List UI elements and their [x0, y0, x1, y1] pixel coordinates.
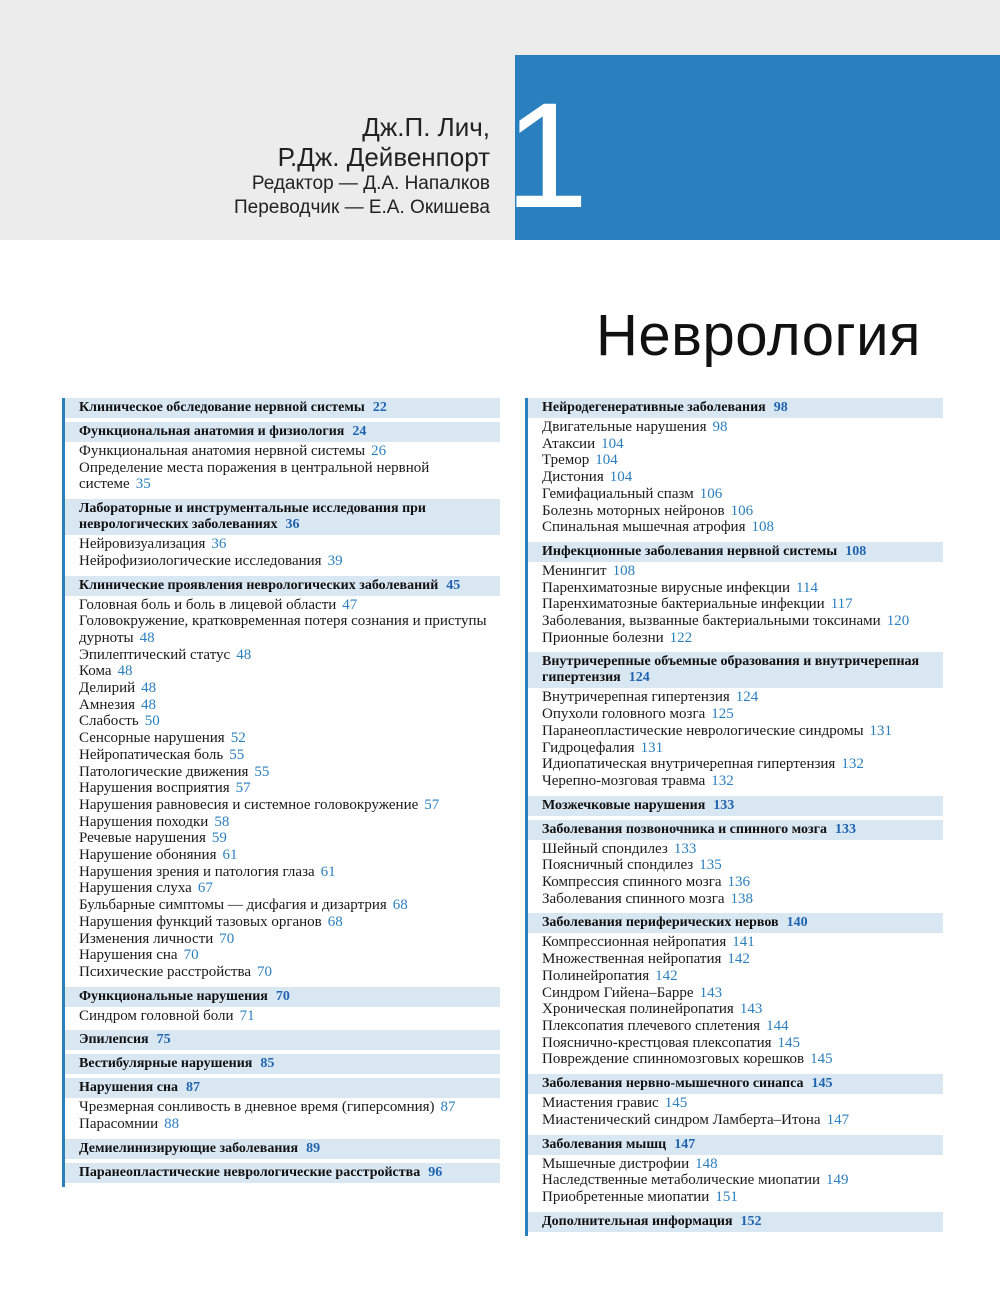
- toc-item[interactable]: [542, 773, 943, 790]
- toc-item-page: 70: [257, 963, 272, 980]
- toc-item[interactable]: [542, 503, 943, 520]
- toc-items: [528, 1155, 943, 1208]
- toc-item[interactable]: [79, 697, 500, 714]
- toc-item[interactable]: [542, 1051, 943, 1068]
- toc-section-heading[interactable]: [528, 652, 943, 688]
- toc-item-page: 117: [830, 596, 853, 613]
- toc-items: [528, 562, 943, 649]
- toc-item-text: Нарушения сна: [79, 947, 178, 964]
- toc-section: [65, 1054, 500, 1074]
- toc-section-title: Нарушения сна: [79, 1080, 179, 1096]
- toc-section-title: Дополнительная информация: [542, 1213, 733, 1229]
- toc-item-page: 47: [342, 596, 358, 613]
- toc-item-page: 135: [699, 857, 722, 874]
- toc-item[interactable]: [79, 443, 500, 460]
- toc-section-page: 45: [446, 577, 461, 593]
- toc-item-text: Заболевания, вызванные бактериальными токсинами: [542, 613, 881, 630]
- toc-item[interactable]: [542, 723, 943, 740]
- toc-item[interactable]: [542, 1156, 943, 1173]
- toc-section-heading[interactable]: [65, 987, 500, 1007]
- toc-item[interactable]: [542, 469, 943, 486]
- toc-section-title: Нейродегенеративные заболевания: [542, 400, 766, 415]
- toc-item-page: 132: [711, 772, 734, 789]
- toc-item[interactable]: [79, 880, 500, 897]
- toc-item-text: Паренхиматозные бактериальные инфекции: [542, 596, 825, 613]
- toc-item-text: Множественная нейропатия: [542, 951, 722, 968]
- toc-item[interactable]: [79, 914, 500, 931]
- toc-item[interactable]: [79, 797, 500, 814]
- toc-section: [528, 542, 943, 649]
- toc-item-text: Паренхиматозные вирусные инфекции: [542, 579, 791, 596]
- toc-item-text: Мышечные дистрофии: [542, 1155, 690, 1172]
- chapter-number: 1: [505, 71, 589, 239]
- toc-item[interactable]: [79, 1008, 500, 1025]
- toc-item[interactable]: [79, 964, 500, 981]
- toc-item[interactable]: [542, 968, 943, 985]
- toc-item-page: 108: [751, 519, 774, 536]
- toc-section-title: Внутричерепные объемные образования и внутричерепная гипертензия: [542, 654, 920, 686]
- toc-item-page: 87: [440, 1099, 456, 1116]
- editor: Редактор — Д.А. Напалков: [251, 173, 490, 194]
- toc-item-page: 104: [601, 435, 624, 452]
- authors-block: [234, 112, 490, 220]
- toc-section-page: 133: [713, 797, 735, 813]
- toc-item[interactable]: [542, 951, 943, 968]
- toc-section: [65, 987, 500, 1027]
- toc-item-text: Идиопатическая внутричерепная гипертензия: [542, 756, 836, 773]
- toc-item-page: 142: [655, 967, 678, 984]
- toc-section-title: Мозжечковые нарушения: [542, 797, 706, 813]
- toc-section-page: 89: [306, 1140, 321, 1156]
- toc-section: [65, 398, 500, 418]
- toc-item-text: Эпилептический статус: [79, 646, 231, 663]
- toc-section: [65, 1139, 500, 1159]
- toc-section-title: Клиническое обследование нервной системы: [79, 400, 365, 415]
- toc-item-text: Чрезмерная сонливость в дневное время (гиперсомния): [79, 1099, 435, 1116]
- toc-item[interactable]: [79, 1099, 500, 1116]
- toc-item-page: 68: [327, 913, 343, 930]
- toc-item-page: 143: [739, 1001, 763, 1018]
- toc-section-heading[interactable]: [65, 1163, 500, 1183]
- toc-item-page: 39: [327, 552, 343, 569]
- toc-item[interactable]: [79, 1116, 500, 1133]
- toc-item-page: 148: [695, 1155, 718, 1172]
- toc-section-page: 152: [740, 1213, 762, 1229]
- toc-item-text: Повреждение спинномозговых корешков: [542, 1051, 805, 1068]
- toc-item-text: Изменения личности: [79, 930, 214, 947]
- toc-item-text: Атаксии: [542, 435, 596, 452]
- toc-items: [65, 1098, 500, 1134]
- toc-item-text: Поясничный спондилез: [542, 857, 694, 874]
- toc-item-text: Делирий: [79, 680, 136, 697]
- toc-section-page: 36: [285, 517, 300, 533]
- toc-item-text: Миастенический синдром Ламберта–Итона: [542, 1111, 821, 1128]
- toc-item-page: 145: [777, 1034, 800, 1051]
- toc-section: [65, 499, 500, 571]
- toc-item[interactable]: [79, 747, 500, 764]
- toc-item[interactable]: [79, 830, 500, 847]
- toc-item-text: Сенсорные нарушения: [79, 730, 225, 747]
- toc-item[interactable]: [542, 519, 943, 536]
- toc-section-title: Эпилепсия: [79, 1032, 149, 1048]
- toc-item[interactable]: [79, 764, 500, 781]
- toc-item-text: Речевые нарушения: [79, 830, 206, 847]
- toc-item[interactable]: [542, 756, 943, 773]
- toc-section-title: Паранеопластические неврологические расстройства: [79, 1164, 421, 1180]
- toc-item[interactable]: [79, 647, 500, 664]
- toc-items: [65, 535, 500, 571]
- toc-item[interactable]: [542, 486, 943, 503]
- toc-section-title: Демиелинизирующие заболевания: [79, 1140, 299, 1156]
- toc-section-heading[interactable]: [528, 1212, 943, 1232]
- toc-item-page: 108: [612, 562, 636, 579]
- toc-item[interactable]: [542, 985, 943, 1002]
- toc-item-page: 151: [715, 1188, 738, 1205]
- toc-item[interactable]: [79, 680, 500, 697]
- toc-items: [65, 1007, 500, 1027]
- toc-item[interactable]: [542, 630, 943, 647]
- toc-section-heading[interactable]: [528, 796, 943, 816]
- toc-item-page: 61: [222, 847, 238, 864]
- toc-item[interactable]: [542, 580, 943, 597]
- toc-item-text: Дистония: [542, 469, 604, 486]
- toc-section-heading[interactable]: [65, 1030, 500, 1050]
- toc-item[interactable]: [542, 436, 943, 453]
- toc-item-page: 142: [727, 951, 750, 968]
- toc-item[interactable]: [79, 730, 500, 747]
- toc-section-page: 22: [372, 400, 387, 415]
- toc-item[interactable]: [542, 841, 943, 858]
- toc-item-page: 132: [841, 756, 864, 773]
- toc-item-text: Нарушения равновесия и системное головокружение: [79, 796, 419, 813]
- toc-section: [528, 913, 943, 1070]
- toc-item[interactable]: [542, 1112, 943, 1129]
- toc-item[interactable]: [542, 891, 943, 908]
- author-2: Р.Дж. Дейвенпорт: [277, 142, 490, 172]
- toc-section-page: 124: [628, 670, 650, 686]
- toc-section-page: 75: [156, 1032, 171, 1048]
- toc-item-page: 149: [826, 1172, 849, 1189]
- toc-item-page: 70: [183, 947, 199, 964]
- toc-section: [65, 576, 500, 983]
- toc-item[interactable]: [542, 706, 943, 723]
- toc-item-page: 145: [810, 1051, 833, 1068]
- toc-item[interactable]: [542, 1001, 943, 1018]
- toc-item-text: Нарушение обоняния: [79, 847, 217, 864]
- toc-item-text: Нарушения походки: [79, 813, 209, 830]
- toc-section-title: Инфекционные заболевания нервной системы: [542, 543, 838, 559]
- toc-item[interactable]: [542, 596, 943, 613]
- toc-item[interactable]: [79, 597, 500, 614]
- toc-item-text: Нейропатическая боль: [79, 746, 224, 763]
- toc-item-page: 136: [727, 874, 751, 891]
- toc-item-text: Внутричерепная гипертензия: [542, 689, 730, 706]
- toc-section-page: 147: [674, 1136, 696, 1152]
- toc-section-page: 70: [275, 988, 290, 1004]
- toc-item[interactable]: [542, 452, 943, 469]
- toc-item-page: 71: [239, 1007, 255, 1024]
- toc-item-page: 147: [826, 1111, 850, 1128]
- toc-item[interactable]: [542, 1035, 943, 1052]
- toc-item[interactable]: [542, 1018, 943, 1035]
- toc-item[interactable]: [79, 536, 500, 553]
- toc-item-text: Синдром Гийена–Барре: [542, 984, 694, 1001]
- toc-item-text: Синдром головной боли: [79, 1007, 234, 1024]
- toc-item-page: 133: [673, 840, 697, 857]
- toc-section-heading[interactable]: [528, 398, 943, 418]
- toc-items: [528, 840, 943, 910]
- toc-item-text: Спинальная мышечная атрофия: [542, 519, 746, 536]
- toc-item-text: Функциональная анатомия нервной системы: [79, 443, 366, 459]
- toc-section-heading[interactable]: [65, 576, 500, 596]
- toc-item-page: 55: [254, 763, 270, 780]
- toc-item-text: Компрессия спинного мозга: [542, 874, 722, 891]
- toc-item-text: Слабость: [79, 713, 139, 730]
- toc-item-text: Патологические движения: [79, 763, 249, 780]
- toc-item-text: Гидроцефалия: [542, 739, 635, 756]
- toc-section-page: 140: [786, 915, 808, 931]
- toc-item-text: Менингит: [542, 562, 607, 579]
- toc-item-text: Нарушения зрения и патология глаза: [79, 863, 315, 880]
- toc-item-page: 36: [211, 536, 227, 553]
- toc-item-page: 48: [141, 696, 157, 713]
- toc-item[interactable]: [542, 689, 943, 706]
- toc-item-page: 131: [640, 739, 664, 756]
- toc-item-page: 120: [886, 613, 910, 630]
- toc-section: [528, 398, 943, 538]
- toc-item-page: 57: [235, 780, 251, 797]
- toc-item[interactable]: [79, 553, 500, 570]
- toc-section: [65, 1163, 500, 1183]
- chapter-title: Неврология: [596, 303, 921, 368]
- toc-item-text: Шейный спондилез: [542, 840, 668, 857]
- toc-item-text: Хроническая полинейропатия: [542, 1001, 734, 1018]
- toc-item-page: 59: [211, 830, 227, 847]
- toc-section: [528, 796, 943, 816]
- toc-item[interactable]: [79, 460, 500, 493]
- toc-item-text: Заболевания спинного мозга: [542, 890, 725, 907]
- toc-section-page: 145: [811, 1076, 833, 1092]
- toc-section-heading[interactable]: [528, 542, 943, 562]
- toc-section-heading[interactable]: [65, 1078, 500, 1098]
- toc-section-page: 98: [773, 400, 788, 415]
- toc-section-heading[interactable]: [528, 1074, 943, 1094]
- toc-section: [65, 1078, 500, 1134]
- toc-item[interactable]: [542, 1095, 943, 1112]
- toc-item[interactable]: [542, 857, 943, 874]
- toc-item-text: Пояснично-крестцовая плексопатия: [542, 1034, 772, 1051]
- toc-item-page: 68: [392, 897, 408, 914]
- toc-section-heading[interactable]: [65, 398, 500, 418]
- toc-section: [65, 1030, 500, 1050]
- toc-item[interactable]: [542, 740, 943, 757]
- toc-item-page: 144: [766, 1017, 789, 1034]
- toc-item-text: Тремор: [542, 452, 590, 469]
- toc-item-text: Прионные болезни: [542, 629, 664, 646]
- toc-right-column: [525, 398, 943, 1236]
- toc-item[interactable]: [79, 847, 500, 864]
- translator: Переводчик — Е.А. Окишева: [234, 197, 490, 218]
- toc-item[interactable]: [542, 874, 943, 891]
- toc-item-page: 138: [730, 890, 754, 907]
- toc-item[interactable]: [542, 613, 943, 630]
- toc-item-text: Полинейропатия: [542, 967, 650, 984]
- toc-item-text: Наследственные метаболические миопатии: [542, 1172, 821, 1189]
- toc-item-page: 52: [230, 730, 246, 747]
- toc-section-title: Заболевания мышц: [542, 1136, 667, 1152]
- toc-section-title: Заболевания периферических нервов: [542, 915, 779, 931]
- toc-item-text: Миастения гравис: [542, 1095, 659, 1112]
- toc-item-page: 48: [236, 646, 252, 663]
- toc-item-page: 131: [869, 722, 893, 739]
- toc-section-heading[interactable]: [528, 820, 943, 840]
- toc-item-text: Паранеопластические неврологические синдромы: [542, 722, 864, 739]
- toc-item-text: Парасомнии: [79, 1116, 159, 1133]
- toc-item-text: Головная боль и боль в лицевой области: [79, 596, 337, 613]
- toc-items: [65, 442, 500, 495]
- toc-item[interactable]: [79, 713, 500, 730]
- toc-item-page: 57: [424, 796, 440, 813]
- toc-item[interactable]: [542, 934, 943, 951]
- toc-section-title: Функциональная анатомия и физиология: [79, 424, 345, 439]
- toc-section: [528, 820, 943, 910]
- toc-item-page: 55: [229, 746, 245, 763]
- toc-item[interactable]: [79, 864, 500, 881]
- toc-item-text: Психические расстройства: [79, 963, 251, 980]
- toc-item[interactable]: [79, 814, 500, 831]
- toc-section: [528, 1135, 943, 1208]
- toc-section-heading[interactable]: [65, 499, 500, 535]
- toc-item-page: 48: [117, 663, 133, 680]
- toc-item-text: Двигательные нарушения: [542, 419, 707, 435]
- toc-item-page: 88: [164, 1116, 180, 1133]
- toc-item[interactable]: [542, 563, 943, 580]
- toc-left-column: [62, 398, 500, 1187]
- toc-section-title: Клинические проявления неврологических заболеваний: [79, 577, 439, 593]
- toc-section: [528, 1212, 943, 1232]
- toc-section-page: 85: [260, 1056, 275, 1072]
- toc-items: [528, 418, 943, 538]
- toc-item-page: 50: [144, 713, 160, 730]
- toc-item-text: Приобретенные миопатии: [542, 1188, 710, 1205]
- toc-section-title: Заболевания нервно-мышечного синапса: [542, 1076, 804, 1092]
- toc-item[interactable]: [542, 419, 943, 436]
- toc-item-text: Гемифациальный спазм: [542, 485, 694, 502]
- toc-section-title: Лабораторные и инструментальные исследования при неврологических заболеваниях: [79, 501, 426, 533]
- toc-item-text: Черепно-мозговая травма: [542, 772, 706, 789]
- toc-item[interactable]: [79, 613, 500, 646]
- toc-item-text: Болезнь моторных нейронов: [542, 502, 725, 519]
- toc-item[interactable]: [79, 897, 500, 914]
- toc-item-text: Головокружение, кратковременная потеря сознания и приступы дурноты: [79, 613, 487, 646]
- toc-section: [528, 652, 943, 791]
- toc-section-page: 133: [835, 821, 856, 837]
- toc-item-page: 98: [712, 419, 728, 435]
- toc-item-page: 70: [219, 930, 235, 947]
- toc-section-title: Вестибулярные нарушения: [79, 1056, 253, 1072]
- toc-section-title: Функциональные нарушения: [79, 988, 268, 1004]
- toc-section-heading[interactable]: [528, 1135, 943, 1155]
- toc-item-text: Нейровизуализация: [79, 536, 206, 553]
- toc-item-page: 106: [699, 485, 723, 502]
- toc-item[interactable]: [79, 931, 500, 948]
- toc-item-text: Нарушения восприятия: [79, 780, 230, 797]
- author-1: Дж.П. Лич,: [362, 112, 490, 142]
- toc-section-page: 96: [428, 1164, 443, 1180]
- toc-section-page: 24: [352, 424, 367, 439]
- toc-items: [65, 596, 500, 983]
- toc-section-page: 108: [845, 543, 867, 559]
- toc-section: [65, 422, 500, 495]
- toc-item-text: Нарушения слуха: [79, 880, 192, 897]
- toc-section-heading[interactable]: [528, 913, 943, 933]
- toc-item-page: 143: [699, 984, 723, 1001]
- toc-item-text: Нарушения функций тазовых органов: [79, 913, 322, 930]
- toc-item-page: 145: [664, 1095, 688, 1112]
- toc-item-page: 58: [214, 813, 230, 830]
- toc-item-page: 104: [595, 452, 618, 469]
- toc-item-page: 48: [141, 680, 157, 697]
- toc-item[interactable]: [79, 780, 500, 797]
- toc-section-page: 87: [186, 1080, 201, 1096]
- toc-item-page: 106: [730, 502, 754, 519]
- toc-item-text: Бульбарные симптомы — дисфагия и дизартрия: [79, 897, 387, 914]
- toc-item-text: Определение места поражения в центральной нервной системе: [79, 459, 430, 493]
- toc-items: [528, 1094, 943, 1130]
- toc-item-page: 67: [197, 880, 213, 897]
- toc-item-text: Плексопатия плечевого сплетения: [542, 1017, 761, 1034]
- toc-item-text: Опухоли головного мозга: [542, 706, 706, 723]
- toc-item-page: 26: [371, 443, 387, 459]
- toc-section: [528, 1074, 943, 1130]
- toc-items: [528, 933, 943, 1070]
- toc-item-page: 35: [135, 476, 151, 493]
- toc-item-text: Компрессионная нейропатия: [542, 934, 727, 951]
- toc-item-page: 104: [609, 469, 633, 486]
- toc-item-text: Амнезия: [79, 696, 136, 713]
- toc-item[interactable]: [542, 1189, 943, 1206]
- toc-item[interactable]: [79, 947, 500, 964]
- toc-item-page: 114: [796, 579, 818, 596]
- toc-item-page: 48: [139, 629, 155, 646]
- toc-item[interactable]: [542, 1172, 943, 1189]
- toc-items: [528, 688, 943, 791]
- toc-item-page: 141: [732, 934, 755, 951]
- toc-section-heading[interactable]: [65, 422, 500, 442]
- toc-section-heading[interactable]: [65, 1054, 500, 1074]
- toc-section-title: Заболевания позвоночника и спинного мозга: [542, 821, 827, 837]
- toc-item-page: 125: [711, 706, 734, 723]
- toc-item-text: Нейрофизиологические исследования: [79, 552, 322, 569]
- toc-item-page: 122: [669, 629, 693, 646]
- toc-item-page: 124: [735, 689, 759, 706]
- toc-item-page: 61: [320, 863, 336, 880]
- toc-item-text: Кома: [79, 663, 112, 680]
- toc-item[interactable]: [79, 663, 500, 680]
- toc-section-heading[interactable]: [65, 1139, 500, 1159]
